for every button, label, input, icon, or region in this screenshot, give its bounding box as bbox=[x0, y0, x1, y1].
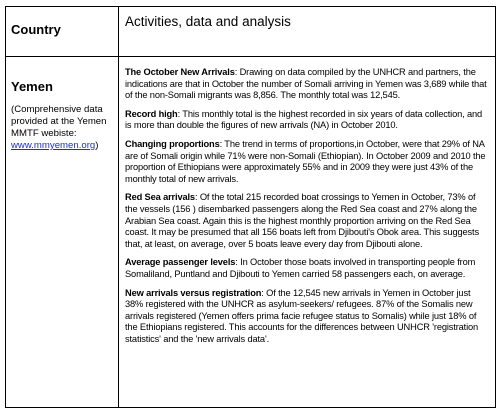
analysis-cell bbox=[119, 57, 496, 408]
table-row bbox=[6, 57, 496, 408]
country-cell bbox=[6, 57, 119, 408]
header-activities: Activities, data and analysis bbox=[119, 7, 496, 57]
paragraph-average-passenger-levels bbox=[125, 257, 487, 280]
paragraph-changing-proportions bbox=[125, 139, 487, 185]
paragraph-title: Changing proportions bbox=[125, 138, 220, 149]
table-header-row bbox=[6, 7, 496, 57]
paragraph-body: : This monthly total is the highest recorded in six years of data collection, and is more than double the figures of new arrivals (NA) in October 2010. bbox=[125, 108, 483, 131]
paragraph-body: : Of the 12,545 new arrivals in Yemen in October just 38% registered with the UNHCR as asylum-seekers/ refugees. 87% of the Somalis new arrivals registered (Yemen offers prima facie refugee status to Somalis) while just 18% of the Ethiopians registered. This accounts for the differences between UNHCR 'registration statistics' and the 'new arrivals data'. bbox=[125, 287, 479, 344]
country-name: Yemen bbox=[11, 79, 53, 94]
country-note-text: (Comprehensive data provided at the Yemen MMTF webiste: bbox=[11, 104, 107, 139]
website-link[interactable]: www.mmyemen.org bbox=[11, 140, 96, 151]
paragraph-new-arrivals-vs-registration bbox=[125, 288, 487, 346]
paragraph-record-high bbox=[125, 109, 487, 132]
paragraph-title: Average passenger levels bbox=[125, 257, 236, 268]
header-country: Country bbox=[6, 7, 119, 57]
paragraph-body: : Drawing on data compiled by the UNHCR and partners, the indications are that in October the number of Somali arriving in Yemen was 3,689 while that of the non-Somali migrants was 8,856. The monthly total was 12,545. bbox=[125, 67, 487, 101]
paragraph-october-new-arrivals bbox=[125, 67, 487, 102]
paragraph-red-sea-arrivals bbox=[125, 192, 487, 250]
country-activities-table bbox=[5, 6, 496, 408]
paragraph-title: Record high bbox=[125, 108, 178, 119]
paragraph-title: New arrivals versus registration bbox=[125, 287, 262, 298]
country-note-close: ) bbox=[95, 140, 99, 151]
paragraph-title: The October New Arrivals bbox=[125, 67, 235, 77]
paragraph-title: Red Sea arrivals bbox=[125, 192, 195, 203]
paragraph-body: : In October those boats involved in transporting people from Somaliland, Puntland and Djibouti to Yemen carried 58 passengers each, on average. bbox=[125, 257, 476, 279]
country-note bbox=[11, 104, 114, 152]
paragraph-body: : Of the total 215 recorded boat crossings to Yemen in October, 73% of the vessels (156 ) disembarked passengers along the Red Sea coast and 27% along the Arabian Sea coast. Again this is the highest monthly proportion arriving on the Red Sea coast. It may be presumed that all 156 boats left from Djibouti's Obok area. This suggests that, at least, on average, over 5 boats leave every day from Djibouti alone. bbox=[125, 192, 479, 249]
paragraph-body: : The trend in terms of proportions,in October, were that 29% of NA are of Somali origin while 71% were non-Somali (Ethiopian). In October 2009 and 2010 the proportion of Ethiopians were approximately 55% and in 2009 they were just 43% of the monthly total of new arrivals. bbox=[125, 138, 486, 184]
